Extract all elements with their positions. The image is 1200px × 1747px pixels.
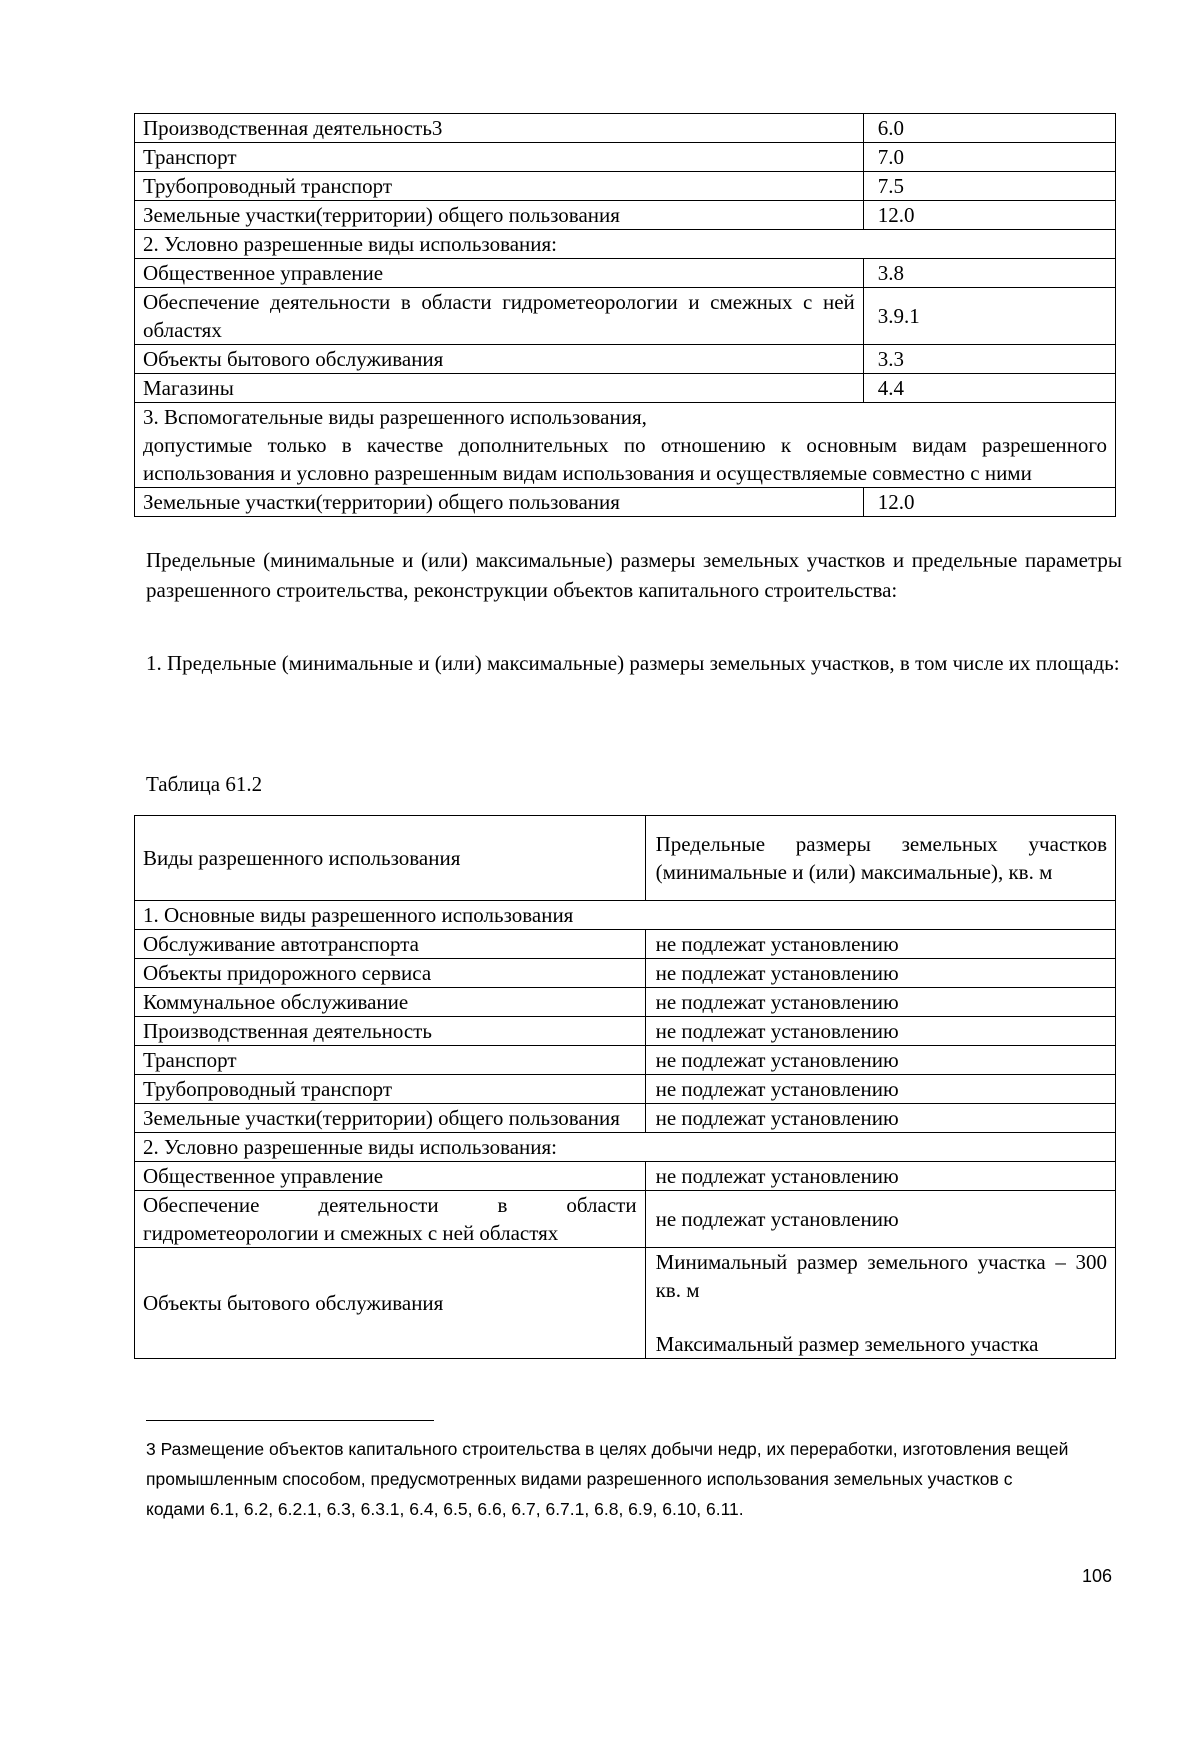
use-code: 12.0	[863, 488, 1115, 517]
use-name: Объекты бытового обслуживания	[135, 345, 864, 374]
table-row	[135, 1075, 1116, 1104]
use-code: 7.5	[863, 172, 1115, 201]
use-name: Обслуживание автотранспорта	[135, 930, 646, 959]
use-name: Транспорт	[135, 143, 864, 172]
use-name: Общественное управление	[135, 259, 864, 288]
section-heading-line1: 3. Вспомогательные виды разрешенного использования,	[143, 405, 647, 429]
use-name: Трубопроводный транспорт	[135, 1075, 646, 1104]
size-value	[645, 1248, 1115, 1359]
size-value: не подлежат установлению	[645, 1017, 1115, 1046]
table-row	[135, 201, 1116, 230]
land-plot-size-table	[134, 815, 1116, 1359]
table-row	[135, 288, 1116, 345]
max-size: Максимальный размер земельного участка	[655, 1332, 1039, 1356]
table-row	[135, 959, 1116, 988]
table-row	[135, 114, 1116, 143]
table-header-row	[135, 816, 1116, 901]
page-number: 106	[1081, 1566, 1112, 1586]
section-row	[135, 1133, 1116, 1162]
size-value: не подлежат установлению	[645, 930, 1115, 959]
use-code: 3.9.1	[863, 288, 1115, 345]
table-row	[135, 1248, 1116, 1359]
use-name: Объекты бытового обслуживания	[135, 1248, 646, 1359]
use-name: Транспорт	[135, 1046, 646, 1075]
use-name: Обеспечение деятельности в области гидрометеорологии и смежных с ней областях	[135, 288, 864, 345]
use-code: 12.0	[863, 201, 1115, 230]
use-name: Производственная деятельность3	[135, 114, 864, 143]
use-code: 3.3	[863, 345, 1115, 374]
table-row	[135, 345, 1116, 374]
section-heading	[135, 403, 1116, 488]
permitted-use-codes-table	[134, 113, 1116, 517]
spacer	[656, 1304, 1107, 1330]
use-name: Общественное управление	[135, 1162, 646, 1191]
size-value: не подлежат установлению	[645, 988, 1115, 1017]
section-heading: 1. Основные виды разрешенного использования	[135, 901, 1116, 930]
use-name: Объекты придорожного сервиса	[135, 959, 646, 988]
use-name: Коммунальное обслуживание	[135, 988, 646, 1017]
use-name: Земельные участки(территории) общего пользования	[135, 1104, 646, 1133]
table-row	[135, 1104, 1116, 1133]
table-row	[135, 930, 1116, 959]
size-value: не подлежат установлению	[645, 1162, 1115, 1191]
min-size: Минимальный размер земельного участка – 300 кв. м	[655, 1250, 1107, 1302]
use-name: Земельные участки(территории) общего пользования	[135, 201, 864, 230]
size-value: не подлежат установлению	[645, 1104, 1115, 1133]
table-row	[135, 488, 1116, 517]
use-code: 6.0	[863, 114, 1115, 143]
header-use-type: Виды разрешенного использования	[135, 816, 646, 901]
use-name: Трубопроводный транспорт	[135, 172, 864, 201]
paragraph: 1. Предельные (минимальные и (или) максимальные) размеры земельных участков, в том числе их площадь:	[146, 651, 1120, 675]
footnote-separator	[146, 1420, 434, 1421]
table-row	[135, 1191, 1116, 1248]
table-row	[135, 1162, 1116, 1191]
section-row	[135, 230, 1116, 259]
table-row	[135, 1046, 1116, 1075]
use-code: 3.8	[863, 259, 1115, 288]
size-value: не подлежат установлению	[645, 1075, 1115, 1104]
use-name: Производственная деятельность	[135, 1017, 646, 1046]
section-row	[135, 901, 1116, 930]
size-value: не подлежат установлению	[645, 1046, 1115, 1075]
use-name: Земельные участки(территории) общего пользования	[135, 488, 864, 517]
use-code: 4.4	[863, 374, 1115, 403]
table-row	[135, 1017, 1116, 1046]
section-heading-line2: допустимые только в качестве дополнительных по отношению к основным видам разрешенного использования и условно разрешенным видам использования и осуществляемые совместно с ними	[143, 433, 1107, 485]
table-row	[135, 988, 1116, 1017]
section-heading: 2. Условно разрешенные виды использования:	[135, 230, 1116, 259]
table-row	[135, 374, 1116, 403]
size-value: не подлежат установлению	[645, 1191, 1115, 1248]
paragraph: Предельные (минимальные и (или) максимальные) размеры земельных участков и предельные параметры разрешенного строительства, реконструкции объектов капитального строительства:	[146, 548, 1122, 602]
use-name: Магазины	[135, 374, 864, 403]
table-caption: Таблица 61.2	[146, 772, 263, 796]
footnote: 3 Размещение объектов капитального строительства в целях добычи недр, их переработки, изготовления вещей промышленным способом, предусмотренных видами разрешенного использования земельных участков с кодами 6.1, 6.2, 6.2.1, 6.3, 6.3.1, 6.4, 6.5, 6.6, 6.7, 6.7.1, 6.8, 6.9, 6.10, 6.11.	[146, 1439, 1069, 1519]
section-heading: 2. Условно разрешенные виды использования:	[135, 1133, 1116, 1162]
use-name: Обеспечение деятельности в области гидрометеорологии и смежных с ней областях	[135, 1191, 646, 1248]
use-code: 7.0	[863, 143, 1115, 172]
header-size-limits: Предельные размеры земельных участков (минимальные и (или) максимальные), кв. м	[645, 816, 1115, 901]
section-row	[135, 403, 1116, 488]
table-row	[135, 172, 1116, 201]
table-row	[135, 143, 1116, 172]
size-value: не подлежат установлению	[645, 959, 1115, 988]
table-row	[135, 259, 1116, 288]
